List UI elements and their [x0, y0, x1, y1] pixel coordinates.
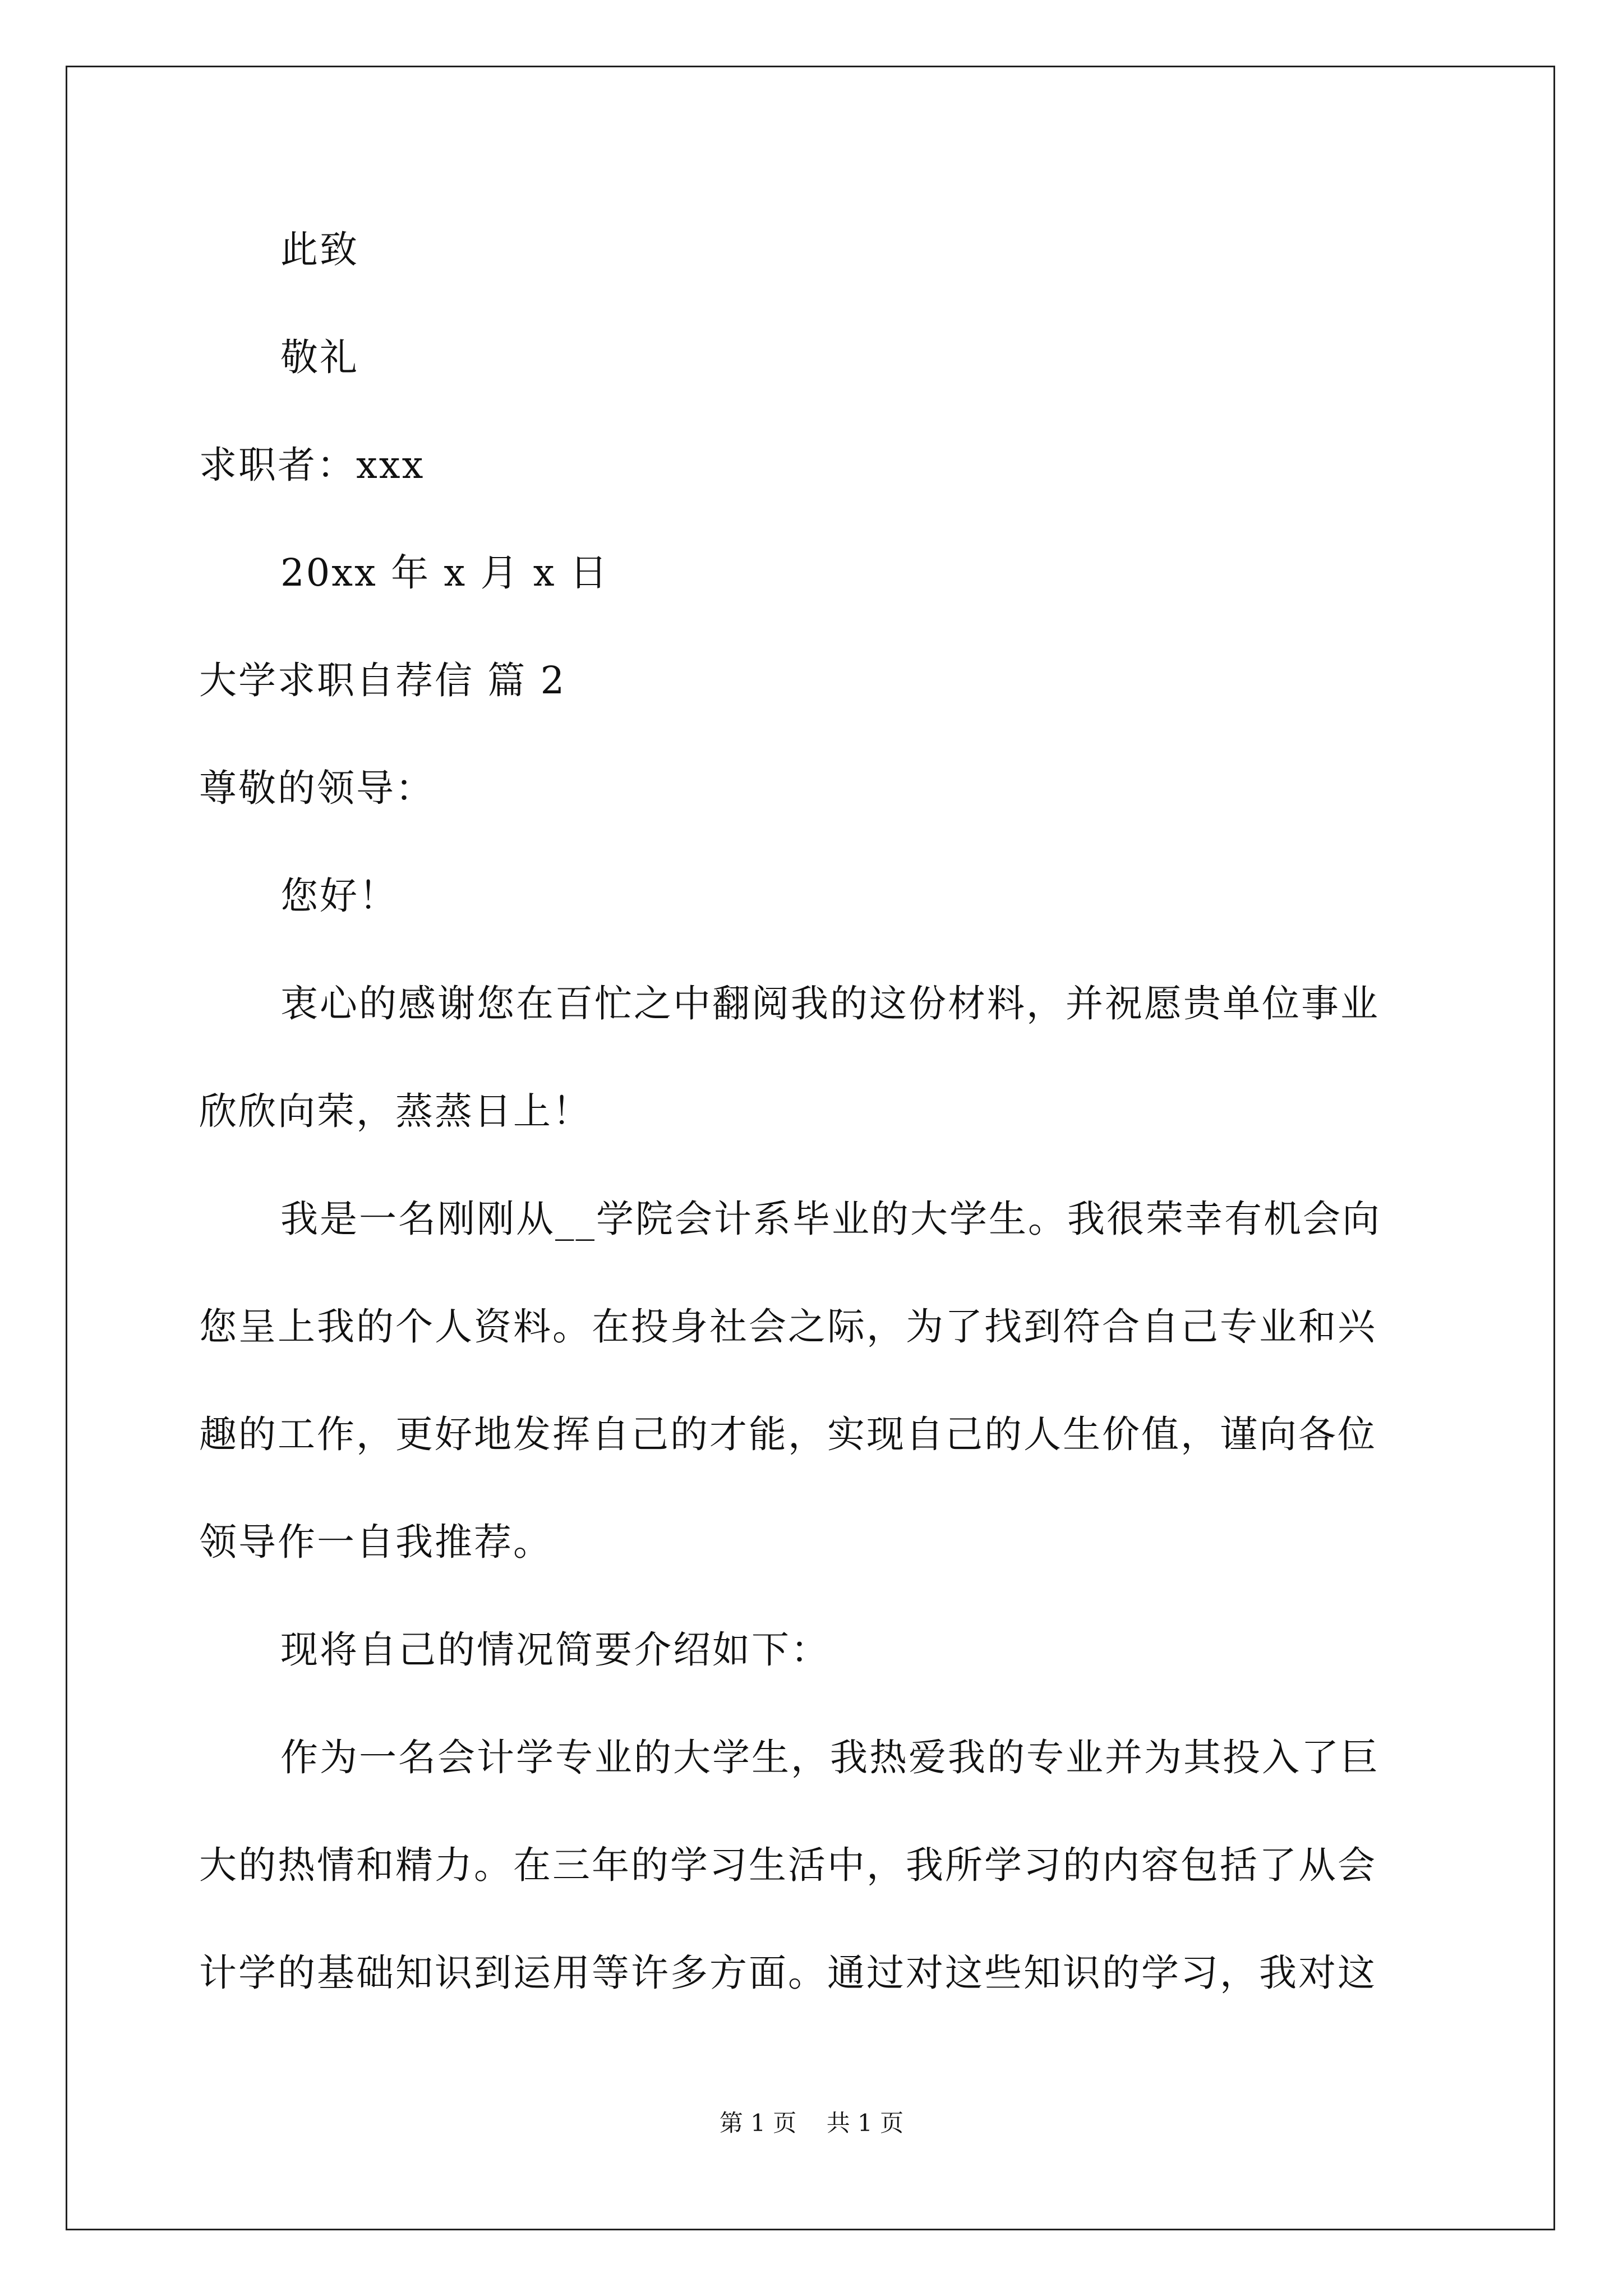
paragraph-line: 衷心的感谢您在百忙之中翻阅我的这份材料，并祝愿贵单位事业 — [280, 982, 1380, 1025]
opening-hello: 您好！ — [280, 874, 398, 918]
paragraph-line: 我是一名刚刚从__学院会计系毕业的大学生。我很荣幸有机会向 — [280, 1197, 1381, 1241]
paragraph-line: 欣欣向荣，蒸蒸日上！ — [199, 1089, 592, 1133]
closing-salutation: 此致 — [280, 228, 359, 272]
page-border — [66, 66, 1555, 2230]
paragraph-line: 趣的工作，更好地发挥自己的才能，实现自己的人生价值，谨向各位 — [199, 1412, 1377, 1456]
page-footer: 第 1 页 共 1 页 — [719, 2109, 904, 2137]
applicant-signature: 求职者：xxx — [199, 443, 425, 487]
section-heading: 大学求职自荐信 篇 2 — [199, 659, 566, 702]
paragraph-line: 领导作一自我推荐。 — [199, 1520, 552, 1564]
letter-date: 20xx 年 x 月 x 日 — [280, 551, 609, 595]
paragraph-line: 计学的基础知识到运用等许多方面。通过对这些知识的学习，我对这 — [199, 1951, 1377, 1995]
paragraph-line: 现将自己的情况简要介绍如下： — [280, 1628, 830, 1672]
paragraph-line: 大的热情和精力。在三年的学习生活中，我所学习的内容包括了从会 — [199, 1843, 1377, 1887]
closing-regards: 敬礼 — [280, 335, 359, 379]
greeting: 尊敬的领导： — [199, 766, 435, 810]
paragraph-line: 作为一名会计学专业的大学生，我热爱我的专业并为其投入了巨 — [280, 1736, 1380, 1779]
paragraph-line: 您呈上我的个人资料。在投身社会之际，为了找到符合自己专业和兴 — [199, 1305, 1377, 1349]
